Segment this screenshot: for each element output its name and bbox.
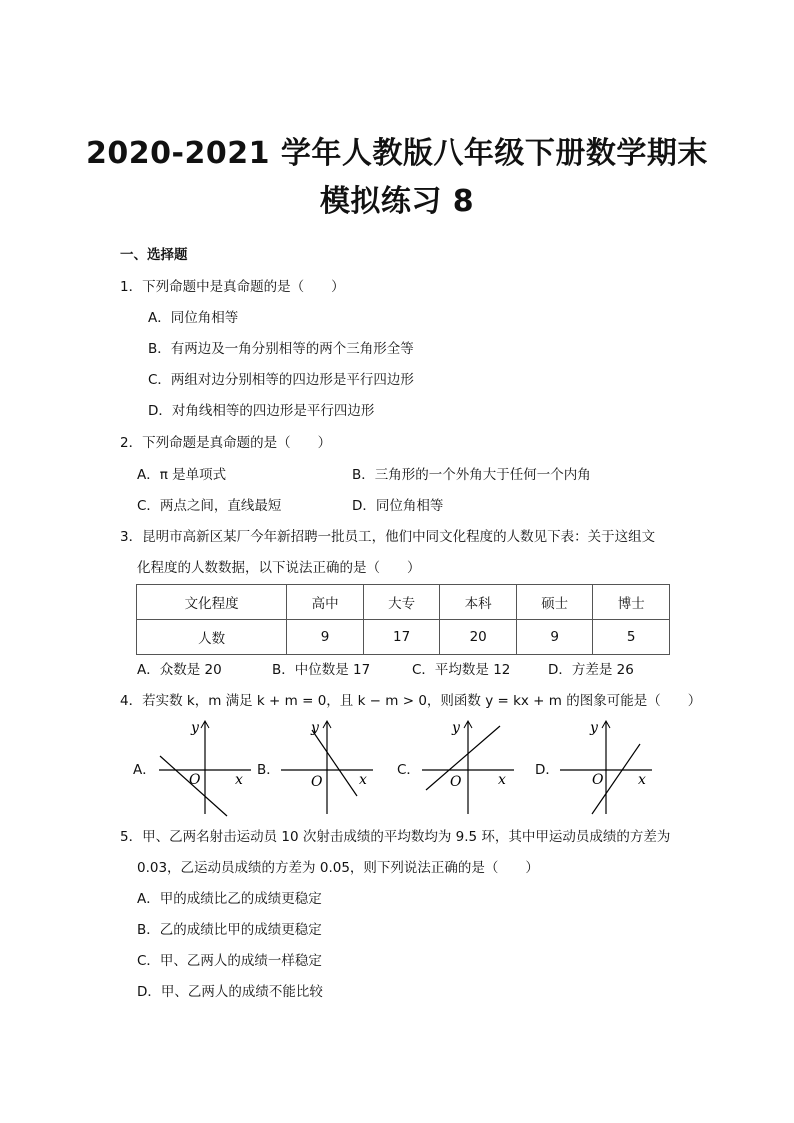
- y-axis-label: y: [590, 720, 598, 736]
- q5-option-d: D．甲、乙两人的成绩不能比较: [137, 984, 323, 1000]
- q1-option-a: A．同位角相等: [148, 310, 239, 326]
- y-axis-label: y: [191, 720, 199, 736]
- q1-option-d: D．对角线相等的四边形是平行四边形: [148, 403, 375, 419]
- table-cell: 高中: [287, 585, 364, 620]
- q1-stem: 1．下列命题中是真命题的是（ ）: [120, 279, 345, 295]
- q4-graph-b-label: B．: [257, 762, 280, 778]
- x-axis-label: x: [235, 772, 243, 788]
- q2-option-c: C．两点之间，直线最短: [137, 498, 282, 514]
- document-title-line1: 2020-2021 学年人教版八年级下册数学期末: [86, 136, 708, 171]
- q4-graph-b: [277, 718, 377, 818]
- origin-label: O: [189, 772, 201, 788]
- q3-option-b: B．中位数是 17: [272, 662, 371, 678]
- document-title-line2: 模拟练习 8: [319, 184, 475, 219]
- education-table: [136, 584, 670, 655]
- q4-graph-a: [155, 718, 255, 818]
- q1-option-c: C．两组对边分别相等的四边形是平行四边形: [148, 372, 414, 388]
- origin-label: O: [592, 772, 604, 788]
- q2-option-a: A．π 是单项式: [137, 467, 227, 483]
- x-axis-label: x: [498, 772, 506, 788]
- y-axis-label: y: [452, 720, 460, 736]
- q5-option-a: A．甲的成绩比乙的成绩更稳定: [137, 891, 322, 907]
- table-cell: 文化程度: [137, 585, 287, 620]
- q4-graph-d: [556, 718, 656, 818]
- q3-option-d: D．方差是 26: [548, 662, 634, 678]
- q5-option-b: B．乙的成绩比甲的成绩更稳定: [137, 922, 322, 938]
- q5-option-c: C．甲、乙两人的成绩一样稳定: [137, 953, 322, 969]
- table-cell: 9: [287, 620, 364, 655]
- q5-stem-line1: 5．甲、乙两名射击运动员 10 次射击成绩的平均数均为 9.5 环，其中甲运动员成绩的方差为: [120, 829, 671, 845]
- origin-label: O: [311, 774, 323, 790]
- q3-stem-line2: 化程度的人数数据，以下说法正确的是（ ）: [137, 560, 421, 576]
- table-cell: 5: [593, 620, 670, 655]
- q3-stem-line1: 3．昆明市高新区某厂今年新招聘一批员工，他们中同文化程度的人数见下表：关于这组文: [120, 529, 656, 545]
- q4-graph-c-label: C．: [397, 762, 420, 778]
- table-cell: 17: [363, 620, 440, 655]
- x-axis-label: x: [359, 772, 367, 788]
- table-row: [137, 620, 670, 655]
- table-cell: 大专: [363, 585, 440, 620]
- q4-stem: 4．若实数 k，m 满足 k + m = 0，且 k − m > 0，则函数 y = kx + m 的图象可能是（ ）: [120, 693, 702, 709]
- q3-option-a: A．众数是 20: [137, 662, 222, 678]
- section-heading: 一、选择题: [120, 247, 188, 263]
- origin-label: O: [450, 774, 462, 790]
- q2-stem: 2．下列命题是真命题的是（ ）: [120, 435, 332, 451]
- q2-option-b: B．三角形的一个外角大于任何一个内角: [352, 467, 591, 483]
- y-axis-label: y: [311, 720, 319, 736]
- q4-graph-a-label: A．: [133, 762, 156, 778]
- table-cell: 20: [440, 620, 517, 655]
- table-cell: 本科: [440, 585, 517, 620]
- table-cell: 博士: [593, 585, 670, 620]
- table-cell: 人数: [137, 620, 287, 655]
- table-cell: 9: [516, 620, 593, 655]
- q2-option-d: D．同位角相等: [352, 498, 444, 514]
- q3-option-c: C．平均数是 12: [412, 662, 511, 678]
- table-cell: 硕士: [516, 585, 593, 620]
- table-header-row: [137, 585, 670, 620]
- q4-graph-d-label: D．: [535, 762, 559, 778]
- q1-option-b: B．有两边及一角分别相等的两个三角形全等: [148, 341, 414, 357]
- q4-graph-c: [418, 718, 518, 818]
- graph-line: [426, 726, 500, 790]
- q5-stem-line2: 0.03，乙运动员成绩的方差为 0.05，则下列说法正确的是（ ）: [137, 860, 539, 876]
- x-axis-label: x: [638, 772, 646, 788]
